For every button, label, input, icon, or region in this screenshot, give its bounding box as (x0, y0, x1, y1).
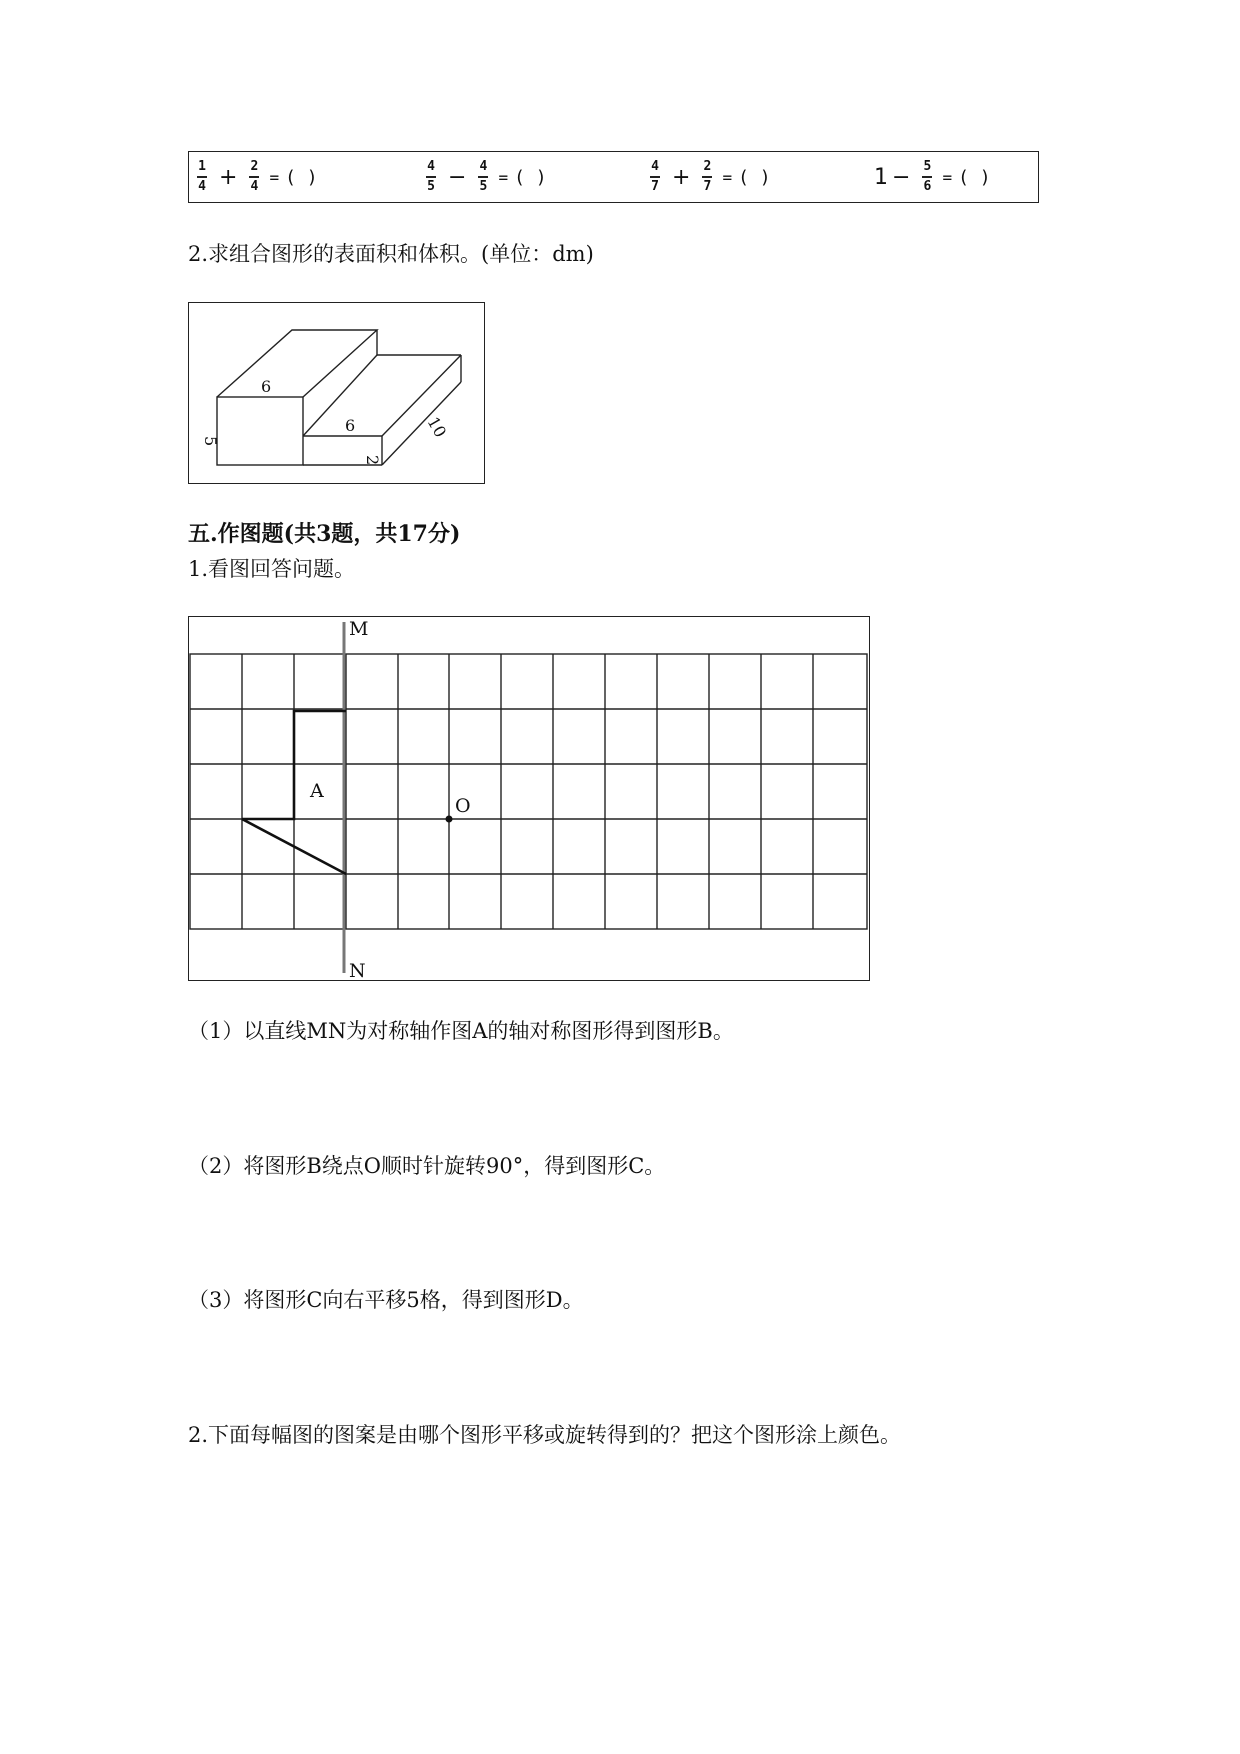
fraction: $\frac{2}{7}$ (703, 159, 712, 194)
label-m: M (349, 618, 369, 640)
fraction-equation-3 (646, 152, 771, 202)
label-point-o: O (455, 795, 471, 817)
fraction-equation-2 (422, 152, 547, 202)
fraction-exercise-row (188, 151, 1039, 203)
operator: − (448, 164, 467, 190)
section-5-title: 五.作图题(共3题，共17分) (188, 521, 461, 547)
label-step-height: 2 (363, 455, 382, 466)
whole-number: 1 (874, 164, 888, 190)
fraction: $\frac{5}{6}$ (923, 159, 932, 194)
fraction: $\frac{4}{5}$ (479, 159, 488, 194)
composite-solid-figure (188, 302, 485, 484)
label-top-width: 6 (261, 377, 272, 396)
equals-sign: = (722, 167, 733, 187)
fraction: $\frac{4}{7}$ (651, 159, 659, 194)
fraction-equation-4 (874, 152, 991, 202)
answer-blank[interactable]: ( ) (738, 166, 771, 188)
label-left-height: 5 (201, 436, 220, 447)
operator: + (219, 164, 238, 190)
equals-sign: = (498, 167, 509, 187)
label-shape-a: A (310, 780, 324, 802)
answer-blank[interactable]: ( ) (514, 166, 547, 188)
fraction: $\frac{1}{4}$ (198, 159, 206, 194)
point-o-dot (446, 816, 453, 823)
equals-sign: = (269, 167, 280, 187)
label-step-width: 6 (345, 416, 356, 435)
section-5-question-2: 2.下面每幅图的图案是由哪个图形平移或旋转得到的？把这个图形涂上颜色。 (188, 1423, 902, 1447)
label-n: N (349, 960, 366, 980)
section-5-sub-question-2: （2）将图形B绕点O顺时针旋转90°，得到图形C。 (188, 1154, 666, 1178)
answer-blank[interactable]: ( ) (958, 166, 991, 188)
fraction: $\frac{4}{5}$ (427, 159, 435, 194)
fraction-equation-1 (193, 152, 318, 202)
composite-solid-drawing (189, 303, 484, 483)
section-5-sub-question-1: （1）以直线MN为对称轴作图A的轴对称图形得到图形B。 (188, 1019, 734, 1043)
grid-drawing (189, 617, 869, 980)
section-5-question-1: 1.看图回答问题。 (188, 557, 356, 581)
fraction: $\frac{2}{4}$ (250, 159, 259, 194)
question-2-text: 2.求组合图形的表面积和体积。(单位：dm) (188, 242, 594, 266)
operator: + (672, 164, 691, 190)
operator: − (892, 164, 911, 190)
equals-sign: = (942, 167, 953, 187)
answer-blank[interactable]: ( ) (285, 166, 318, 188)
label-depth: 10 (423, 413, 451, 441)
section-5-sub-question-3: （3）将图形C向右平移5格，得到图形D。 (188, 1288, 584, 1312)
symmetry-grid-figure (188, 616, 870, 981)
